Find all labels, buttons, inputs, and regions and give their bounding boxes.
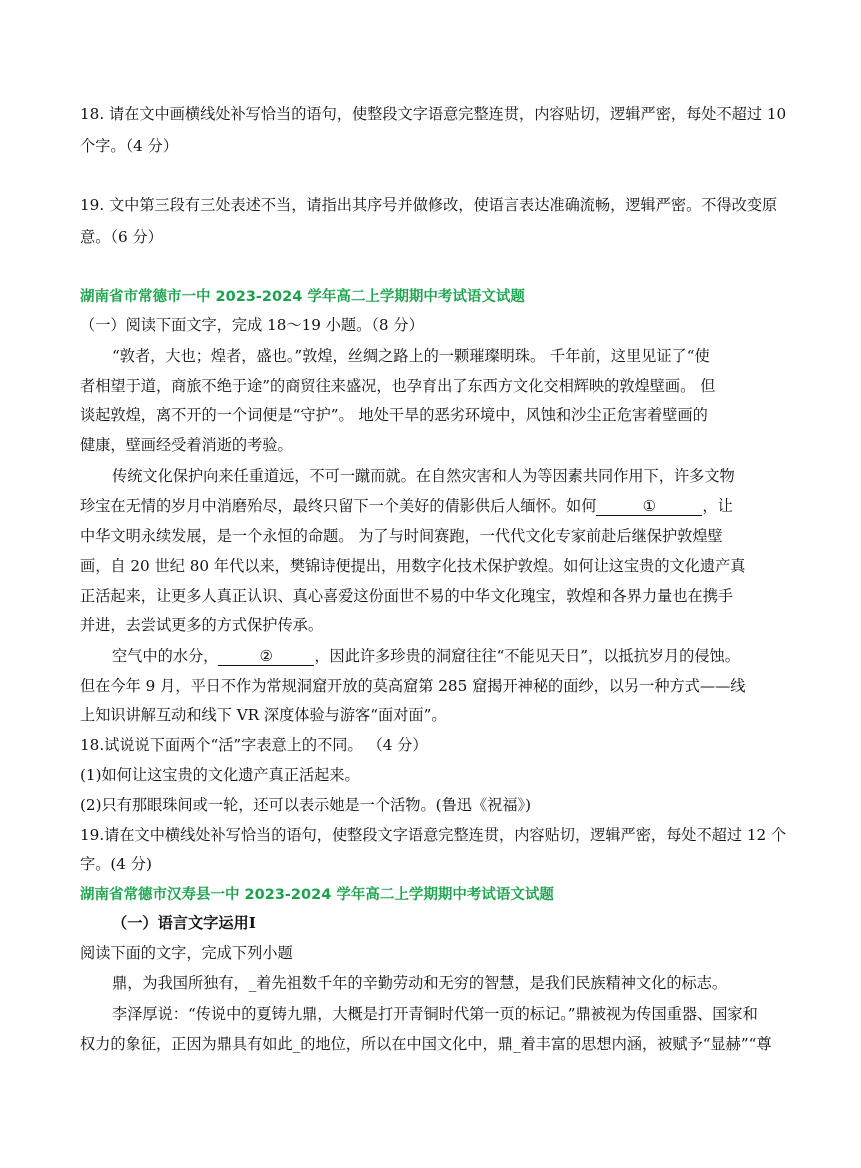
fill-blank-1[interactable]: ①: [596, 498, 702, 516]
section-1-para-1-line-1: “敦者，大也；煌者，盛也。”敦煌，丝绸之路上的一颗璀璨明珠。 千年前，这里见证了“使: [112, 347, 710, 365]
section-1-para-2-line-1: 传统文化保护向来任重道远，不可一蹴而就。在自然灾害和人为等因素共同作用下，许多文物: [112, 467, 735, 485]
question-18-line-2: 个字。（4 分）: [80, 137, 179, 155]
para-3-text-after-blank: ，因此许多珍贵的洞窟往往“不能见天日”，以抵抗岁月的侵蚀。: [314, 647, 740, 665]
section-1-para-2-line-2: [80, 495, 786, 516]
section-1-title: 湖南省市常德市一中 2023-2024 学年高二上学期期中考试语文试题: [80, 289, 525, 305]
section-2-subheading: （一）语言文字运用Ⅰ: [112, 914, 256, 932]
section-1-question-18-item-2: (2)只有那眼珠间或一轮，还可以表示她是一个活物。(鲁迅《祝福》): [80, 796, 532, 814]
section-1-instruction: （一）阅读下面文字，完成 18～19 小题。（8 分）: [80, 316, 424, 334]
para-2-text-after-blank: ，让: [702, 497, 733, 515]
para-3-text-before-blank: 空气中的水分，: [112, 647, 219, 665]
section-1-question-18: 18.试说说下面两个“活”字表意上的不同。 （4 分）: [80, 736, 428, 754]
section-2-instruction: 阅读下面的文字，完成下列小题: [80, 944, 293, 962]
section-1-question-19-line-1: 19.请在文中横线处补写恰当的语句，使整段文字语意完整连贯，内容贴切，逻辑严密，每处不超过 12 个: [80, 826, 787, 844]
section-1-para-3-line-3: 上知识讲解互动和线下 VR 深度体验与游客“面对面”。: [80, 706, 447, 724]
fill-blank-2[interactable]: ②: [218, 648, 314, 666]
section-1-para-2-line-3: 中华文明永续发展，是一个永恒的命题。 为了与时间赛跑，一代代文化专家前赴后继保护敦煌壁: [80, 527, 723, 545]
section-1-para-1-line-4: 健康，壁画经受着消逝的考验。: [80, 436, 293, 454]
section-1-para-2-line-6: 并进，去尝试更多的方式保护传承。: [80, 616, 323, 634]
section-2-para-2-line-2: 权力的象征，正因为鼎具有如此_的地位，所以在中国文化中，鼎_着丰富的思想内涵，被赋予“显赫”“尊: [80, 1035, 772, 1053]
question-18-line-1: 18. 请在文中画横线处补写恰当的语句，使整段文字语意完整连贯，内容贴切，逻辑严密，每处不超过 10: [80, 105, 787, 123]
section-2-para-1: 鼎，为我国所独有，_着先祖数千年的辛勤劳动和无穷的智慧，是我们民族精神文化的标志。: [112, 974, 728, 992]
section-2-title: 湖南省常德市汉寿县一中 2023-2024 学年高二上学期期中考试语文试题: [80, 887, 554, 903]
section-1-para-1-line-2: 者相望于道，商旅不绝于途”的商贸往来盛况，也孕育出了东西方文化交相辉映的敦煌壁画。 但: [80, 377, 716, 395]
question-19-line-2: 意。（6 分）: [80, 228, 163, 246]
section-1-para-2-line-4: 画，自 20 世纪 80 年代以来，樊锦诗便提出，用数字化技术保护敦煌。如何让这宝贵的文化遗产真: [80, 557, 746, 575]
section-1-question-18-item-1: (1)如何让这宝贵的文化遗产真正活起来。: [80, 766, 360, 784]
section-1-para-1-line-3: 谈起敦煌，离不开的一个词便是“守护”。 地处干旱的恶劣环境中，风蚀和沙尘正危害着壁画的: [80, 406, 708, 424]
para-2-text-before-blank: 珍宝在无情的岁月中消磨殆尽，最终只留下一个美好的倩影供后人缅怀。如何: [80, 497, 597, 515]
section-1-para-2-line-5: 正活起来，让更多人真正认识、真心喜爱这份面世不易的中华文化瑰宝，敦煌和各界力量也在携手: [80, 587, 734, 605]
section-1-para-3-line-2: 但在今年 9 月，平日不作为常规洞窟开放的莫高窟第 285 窟揭开神秘的面纱，以另一种方式——线: [80, 677, 746, 695]
section-1-para-3-line-1: [112, 645, 818, 666]
section-1-question-19-line-2: 字。(4 分): [80, 855, 152, 873]
section-2-para-2-line-1: 李泽厚说：“传说中的夏铸九鼎，大概是打开青铜时代第一页的标记。”鼎被视为传国重器、国家和: [112, 1005, 758, 1023]
question-19-line-1: 19. 文中第三段有三处表述不当，请指出其序号并做修改，使语言表达准确流畅，逻辑严密。不得改变原: [80, 196, 778, 214]
